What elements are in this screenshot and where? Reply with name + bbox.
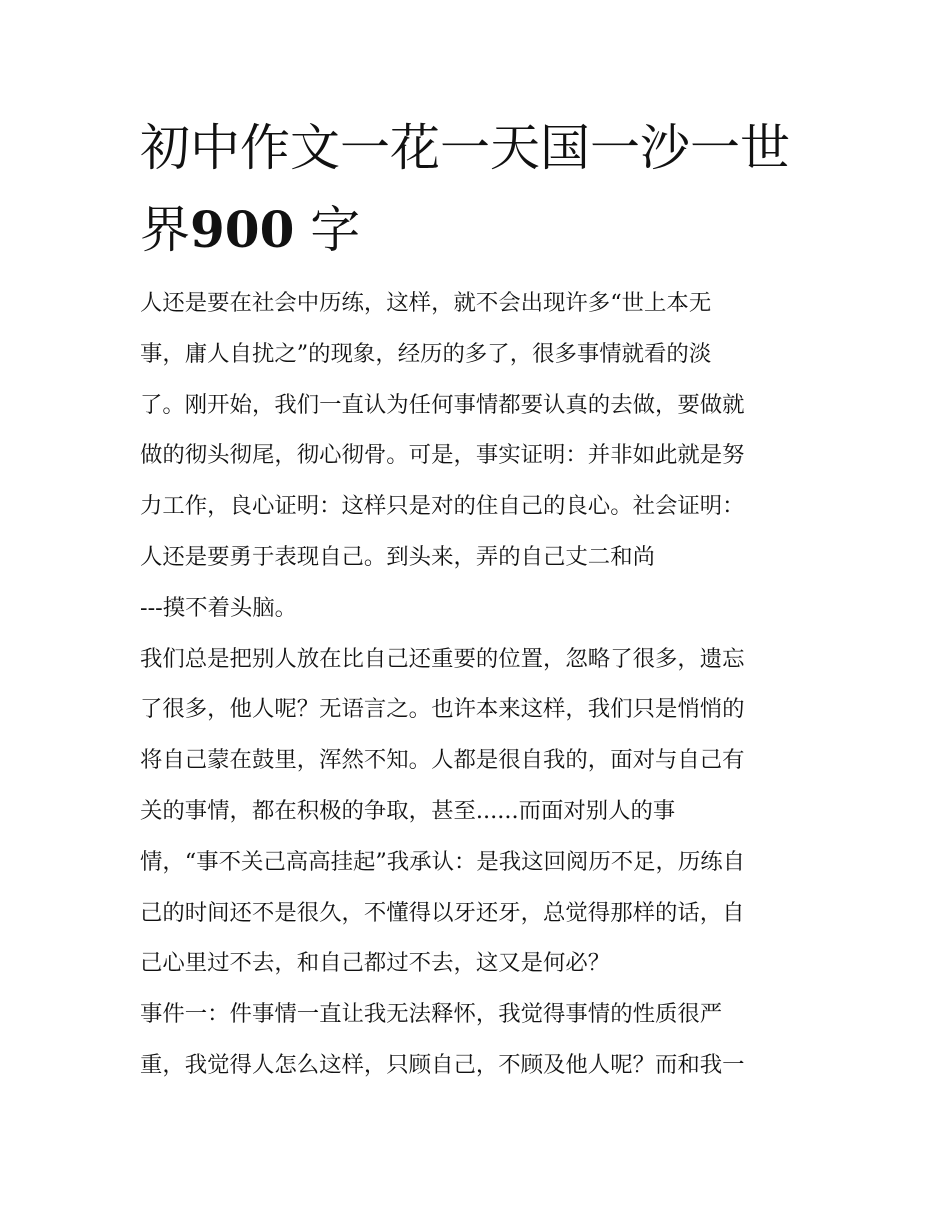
body-line: 情，“事不关己高高挂起”我承认：是我这回阅历不足，历练自: [140, 848, 746, 875]
body-line: 人还是要勇于表现自己。到头来，弄的自己丈二和尚: [140, 543, 655, 570]
body-line: 力工作，良心证明：这样只是对的住自己的良心。社会证明：: [140, 493, 745, 520]
body-line: 将自己蒙在鼓里，浑然不知。人都是很自我的，面对与自己有: [140, 747, 745, 774]
body-line: 人还是要在社会中历练，这样，就不会出现许多“世上本无: [140, 290, 712, 316]
body-line: 己心里过不去，和自己都过不去，这又是何必？: [140, 950, 611, 977]
document-body: [140, 278, 820, 1091]
body-line: 我们总是把别人放在比自己还重要的位置，忽略了很多，遗忘: [140, 645, 745, 672]
body-line: 了。刚开始，我们一直认为任何事情都要认真的去做，要做就: [140, 391, 745, 418]
title-line-2-pre: 界: [140, 201, 190, 259]
body-line: 重，我觉得人怎么这样，只顾自己，不顾及他人呢？而和我一: [140, 1051, 745, 1078]
body-line: 事，庸人自扰之”的现象，经历的多了，很多事情就看的淡: [140, 340, 712, 367]
title-word-count: 900: [190, 200, 295, 259]
title-line-2-gap: [294, 201, 310, 259]
body-line: ---摸不着头脑。: [140, 594, 298, 621]
body-line: 了很多，他人呢？无语言之。也许本来这样，我们只是悄悄的: [140, 696, 745, 723]
title-line-2-post: 字: [310, 201, 361, 259]
body-line: 做的彻头彻尾，彻心彻骨。可是，事实证明：并非如此就是努: [140, 442, 745, 469]
body-line: 己的时间还不是很久，不懂得以牙还牙，总觉得那样的话，自: [140, 899, 745, 926]
body-line: 事件一：件事情一直让我无法释怀，我觉得事情的性质很严: [140, 1001, 723, 1028]
document-title: [140, 108, 820, 271]
body-line: 关的事情，都在积极的争取，甚至......而面对别人的事: [140, 797, 676, 824]
title-line-1: 初中作文一花一天国一沙一世: [140, 119, 790, 177]
